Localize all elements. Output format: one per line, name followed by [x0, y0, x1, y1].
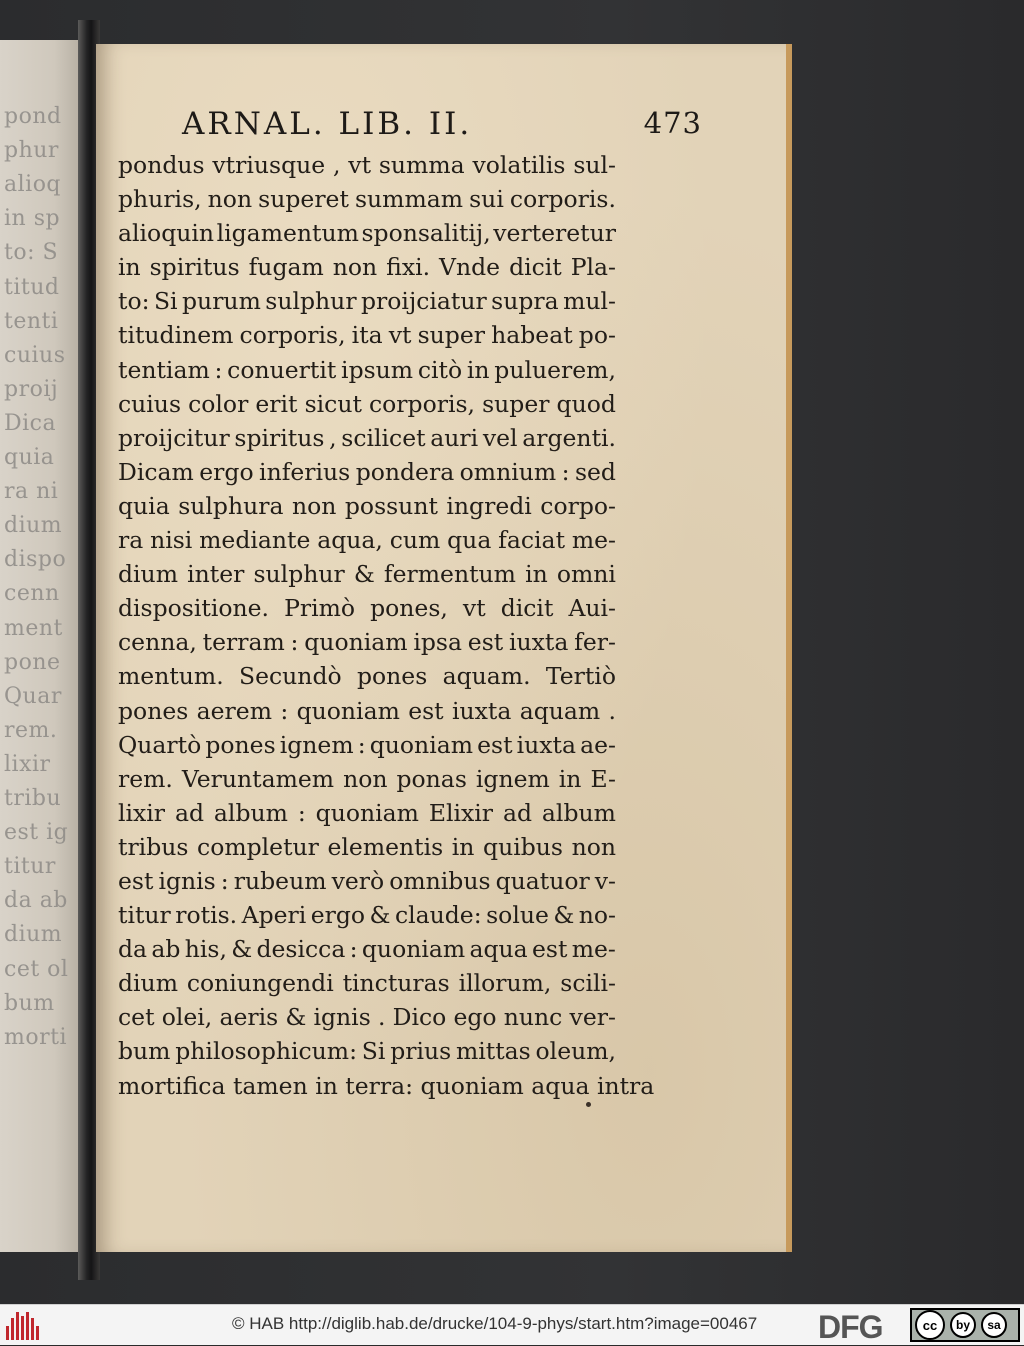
text-line: proijcitur spiritus , scilicet auri vel argenti. [118, 423, 616, 452]
running-head: ARNAL. LIB. II. [182, 106, 473, 142]
text-line: dium coniungendi tincturas illorum, scili- [118, 969, 616, 998]
facing-page-fragment: est ig [4, 820, 69, 846]
text-line: mortifica tamen in terra: quoniam aqua intra [118, 1071, 655, 1100]
text-line: pondus vtriusque , vt summa volatilis sul- [118, 151, 616, 179]
facing-page [0, 40, 78, 1252]
text-line: cet olei, aeris & ignis . Dico ego nunc ver- [118, 1003, 616, 1032]
facing-page-fragment: to: S [4, 240, 59, 266]
facing-page-fragment: lixir [4, 751, 51, 777]
text-line: quia sulphura non possunt ingredi corpo- [118, 491, 616, 520]
text-line: tribus completur elementis in quibus non [118, 832, 616, 861]
facing-page-fragment: Dica [4, 410, 57, 436]
text-line: titur rotis. Aperi ergo & claude: solue & no- [118, 901, 616, 930]
cc-license-badge[interactable] [910, 1308, 1020, 1342]
text-line: Dicam ergo inferius pondera omnium : sed [118, 457, 616, 486]
cc-icon: cc [915, 1310, 945, 1340]
facing-page-fragment: phur [4, 138, 59, 164]
text-line: da ab his, & desicca : quoniam aqua est me- [118, 935, 616, 964]
facing-page-fragment: morti [4, 1024, 67, 1050]
footer-bar [0, 1304, 1024, 1345]
text-line: tentiam : conuertit ipsum citò in puluerem, [118, 355, 616, 384]
text-line: lixir ad album : quoniam Elixir ad album [118, 798, 616, 827]
text-line: mentum. Secundò pones aquam. Tertiò [118, 662, 616, 691]
text-line: in spiritus fugam non fixi. Vnde dicit Pla- [118, 253, 616, 282]
facing-page-fragment: ra ni [4, 479, 59, 505]
text-line: Quartò pones ignem : quoniam est iuxta ae- [118, 730, 616, 759]
facing-page-fragment: titud [4, 274, 60, 300]
text-line: phuris, non superet summam sui corporis. [118, 185, 616, 214]
text-line: to: Si purum sulphur proijciatur supra mul- [118, 287, 616, 316]
facing-page-fragment: da ab [4, 888, 68, 914]
text-line: est ignis : rubeum verò omnibus quatuor v- [118, 866, 616, 895]
facing-page-fragment: Quar [4, 683, 62, 709]
facing-page-fragment: tenti [4, 308, 59, 334]
book-page [96, 44, 792, 1252]
ink-speck [586, 1102, 591, 1107]
facing-page-fragment: cenn [4, 581, 60, 607]
page-header [182, 106, 702, 146]
facing-page-fragment: cet ol [4, 956, 69, 982]
facing-page-fragment: cuius [4, 342, 66, 368]
page-number: 473 [643, 106, 702, 140]
facing-page-fragment: ment [4, 615, 63, 641]
facing-page-fragment: in sp [4, 206, 61, 232]
hab-logo-icon [6, 1310, 40, 1340]
text-line: rem. Veruntamem non ponas ignem in E- [118, 764, 616, 793]
sa-icon: sa [981, 1312, 1007, 1338]
text-line: pones aerem : quoniam est iuxta aquam . [118, 696, 616, 725]
by-icon: by [950, 1312, 976, 1338]
facing-page-fragment: dispo [4, 547, 67, 573]
body-text [118, 148, 655, 1103]
text-line: cuius color erit sicut corporis, super quod [118, 389, 616, 418]
text-line: dispositione. Primò pones, vt dicit Aui- [118, 594, 616, 623]
facing-page-fragment: pone [4, 649, 61, 675]
facing-page-fragment: proij [4, 376, 59, 402]
facing-page-fragment: titur [4, 854, 56, 880]
facing-page-fragment: dium [4, 922, 63, 948]
facing-page-fragment: pond [4, 104, 62, 129]
text-line: dium inter sulphur & fermentum in omni [118, 560, 616, 589]
facing-page-fragment: bum [4, 990, 55, 1016]
dfg-logo: DFG [818, 1309, 883, 1345]
facing-page-fragment: rem. [4, 717, 58, 743]
copyright-link[interactable]: © HAB http://diglib.hab.de/drucke/104-9-phys/start.htm?image=00467 [232, 1314, 758, 1333]
text-line: cenna, terram : quoniam ipsa est iuxta fer- [118, 628, 616, 657]
facing-page-fragment: alioq [4, 172, 62, 198]
facing-page-fragment: tribu [4, 786, 62, 811]
text-line: alioquin ligamentum sponsalitij, verteretur [118, 219, 616, 248]
text-line: bum philosophicum: Si prius mittas oleum, [118, 1037, 616, 1066]
facing-page-fragment: quia [4, 445, 55, 470]
text-line: titudinem corporis, ita vt super habeat po- [118, 321, 616, 350]
text-line: ra nisi mediante aqua, cum qua faciat me- [118, 526, 616, 555]
facing-page-fragment: dium [4, 513, 63, 539]
